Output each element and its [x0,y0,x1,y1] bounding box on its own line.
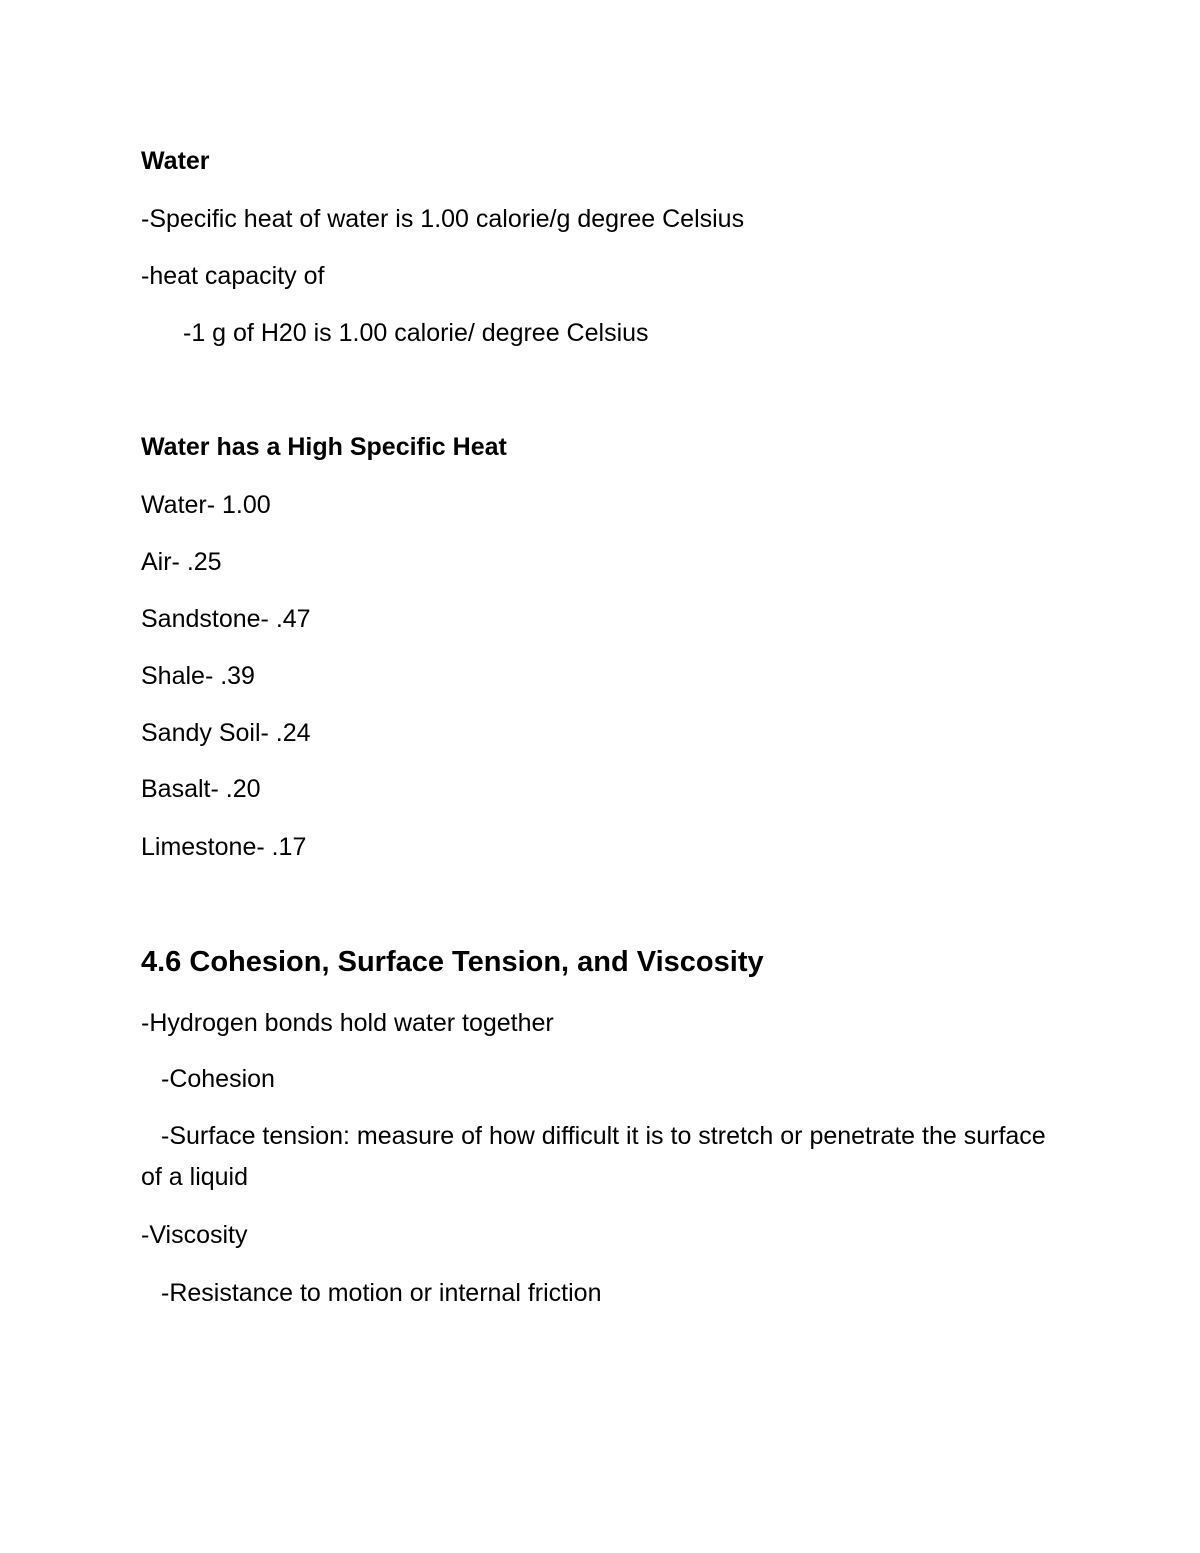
heat-capacity-detail-line: -1 g of H20 is 1.00 calorie/ degree Celsius [183,319,649,347]
section-title-cohesion: 4.6 Cohesion, Surface Tension, and Viscosity [141,946,764,978]
viscosity-line: -Viscosity [141,1221,248,1249]
hydrogen-bonds-line: -Hydrogen bonds hold water together [141,1009,554,1037]
list-item-water: Water- 1.00 [141,491,271,519]
viscosity-detail-line: -Resistance to motion or internal friction [161,1279,602,1307]
list-item-limestone: Limestone- .17 [141,833,307,861]
heat-capacity-line: -heat capacity of [141,262,325,290]
section-title-water: Water [141,147,210,175]
surface-tension-line: -Surface tension: measure of how difficult it is to stretch or penetrate the surface of a liquid [141,1122,1046,1191]
list-item-sandy-soil: Sandy Soil- .24 [141,719,311,747]
list-item-sandstone: Sandstone- .47 [141,605,311,633]
list-item-air: Air- .25 [141,548,222,576]
specific-heat-line: -Specific heat of water is 1.00 calorie/g degree Celsius [141,205,745,233]
cohesion-line: -Cohesion [161,1065,275,1093]
section-title-high-specific-heat: Water has a High Specific Heat [141,433,507,461]
list-item-shale: Shale- .39 [141,662,255,690]
list-item-basalt: Basalt- .20 [141,775,261,803]
